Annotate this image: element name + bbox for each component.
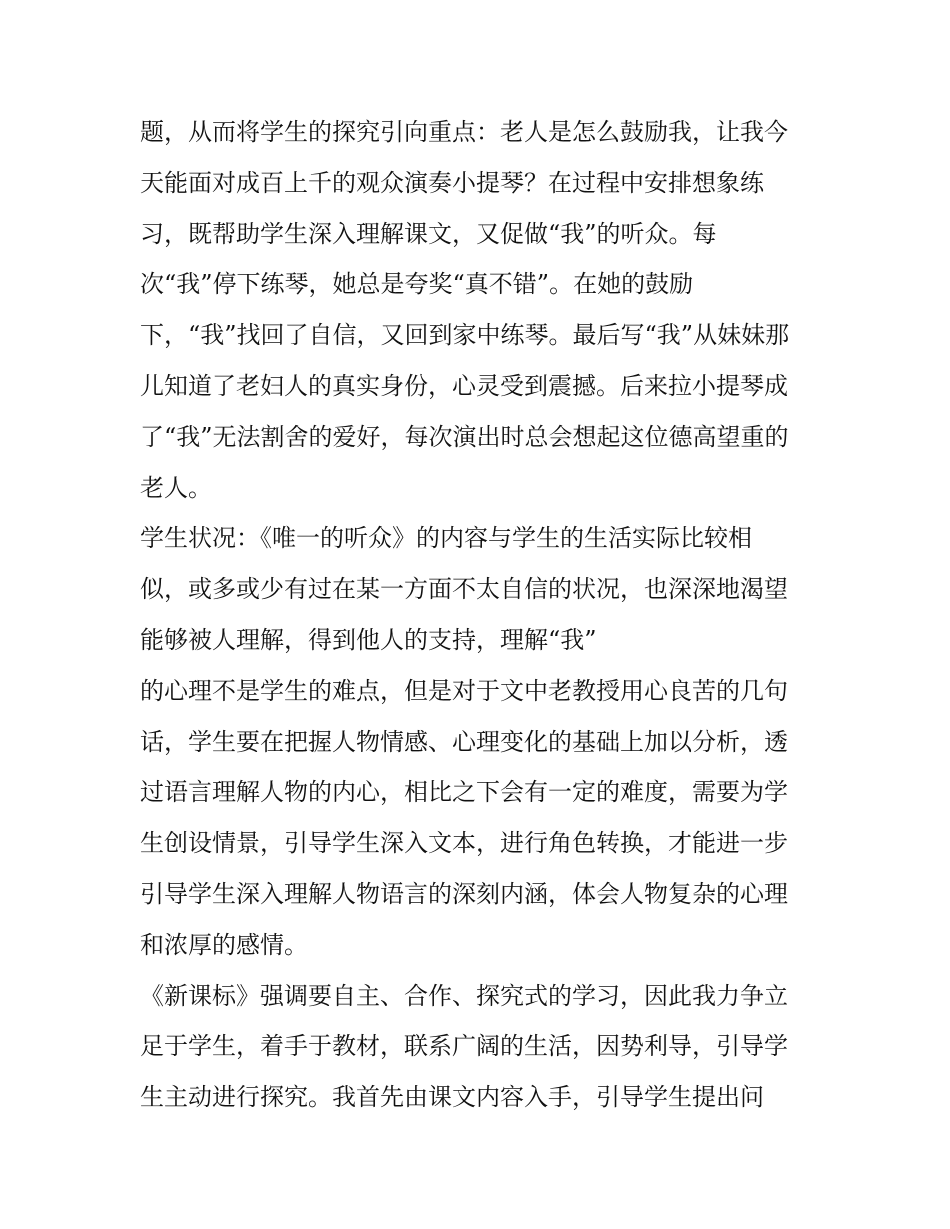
text-line: 天能面对成百上千的观众演奏小提琴？在过程中安排想象练 xyxy=(140,168,764,197)
text-line: 似，或多或少有过在某一方面不太自信的状况，也深深地渴望 xyxy=(140,575,788,604)
text-line: 生创设情景，引导学生深入文本，进行角色转换，才能进一步 xyxy=(140,829,788,858)
text-line: 儿知道了老妇人的真实身份，心灵受到震撼。后来拉小提琴成 xyxy=(140,371,788,400)
text-line: 引导学生深入理解人物语言的深刻内涵，体会人物复杂的心理 xyxy=(140,879,788,908)
text-line: 习，既帮助学生深入理解课文，又促做“我”的听众。每 xyxy=(140,219,717,248)
text-line: 了“我”无法割舍的爱好，每次演出时总会想起这位德高望重的 xyxy=(140,422,789,451)
text-line: 题，从而将学生的探究引向重点：老人是怎么鼓励我，让我今 xyxy=(140,118,788,146)
text-line: 和浓厚的感情。 xyxy=(140,930,308,959)
text-line: 话，学生要在把握人物情感、心理变化的基础上加以分析，透 xyxy=(140,727,788,756)
text-line: 学生状况：《唯一的听众》的内容与学生的生活实际比较相 xyxy=(140,524,752,553)
text-line: 下，“我”找回了自信，又回到家中练琴。最后写“我”从妹妹那 xyxy=(140,321,790,350)
text-line: 足于学生，着手于教材，联系广阔的生活，因势利导，引导学 xyxy=(140,1032,788,1061)
text-line: 次“我”停下练琴，她总是夸奖“真不错”。在她的鼓励 xyxy=(140,270,694,299)
body-text xyxy=(140,107,830,1123)
text-line: 过语言理解人物的内心，相比之下会有一定的难度，需要为学 xyxy=(140,778,788,807)
text-line: 生主动进行探究。我首先由课文内容入手，引导学生提出问 xyxy=(140,1083,764,1112)
text-line: 《新课标》强调要自主、合作、探究式的学习，因此我力争立 xyxy=(140,981,788,1010)
text-line: 老人。 xyxy=(140,473,212,502)
text-line: 的心理不是学生的难点，但是对于文中老教授用心良苦的几句 xyxy=(140,676,788,705)
text-line: 能够被人理解，得到他人的支持，理解“我” xyxy=(140,625,597,654)
